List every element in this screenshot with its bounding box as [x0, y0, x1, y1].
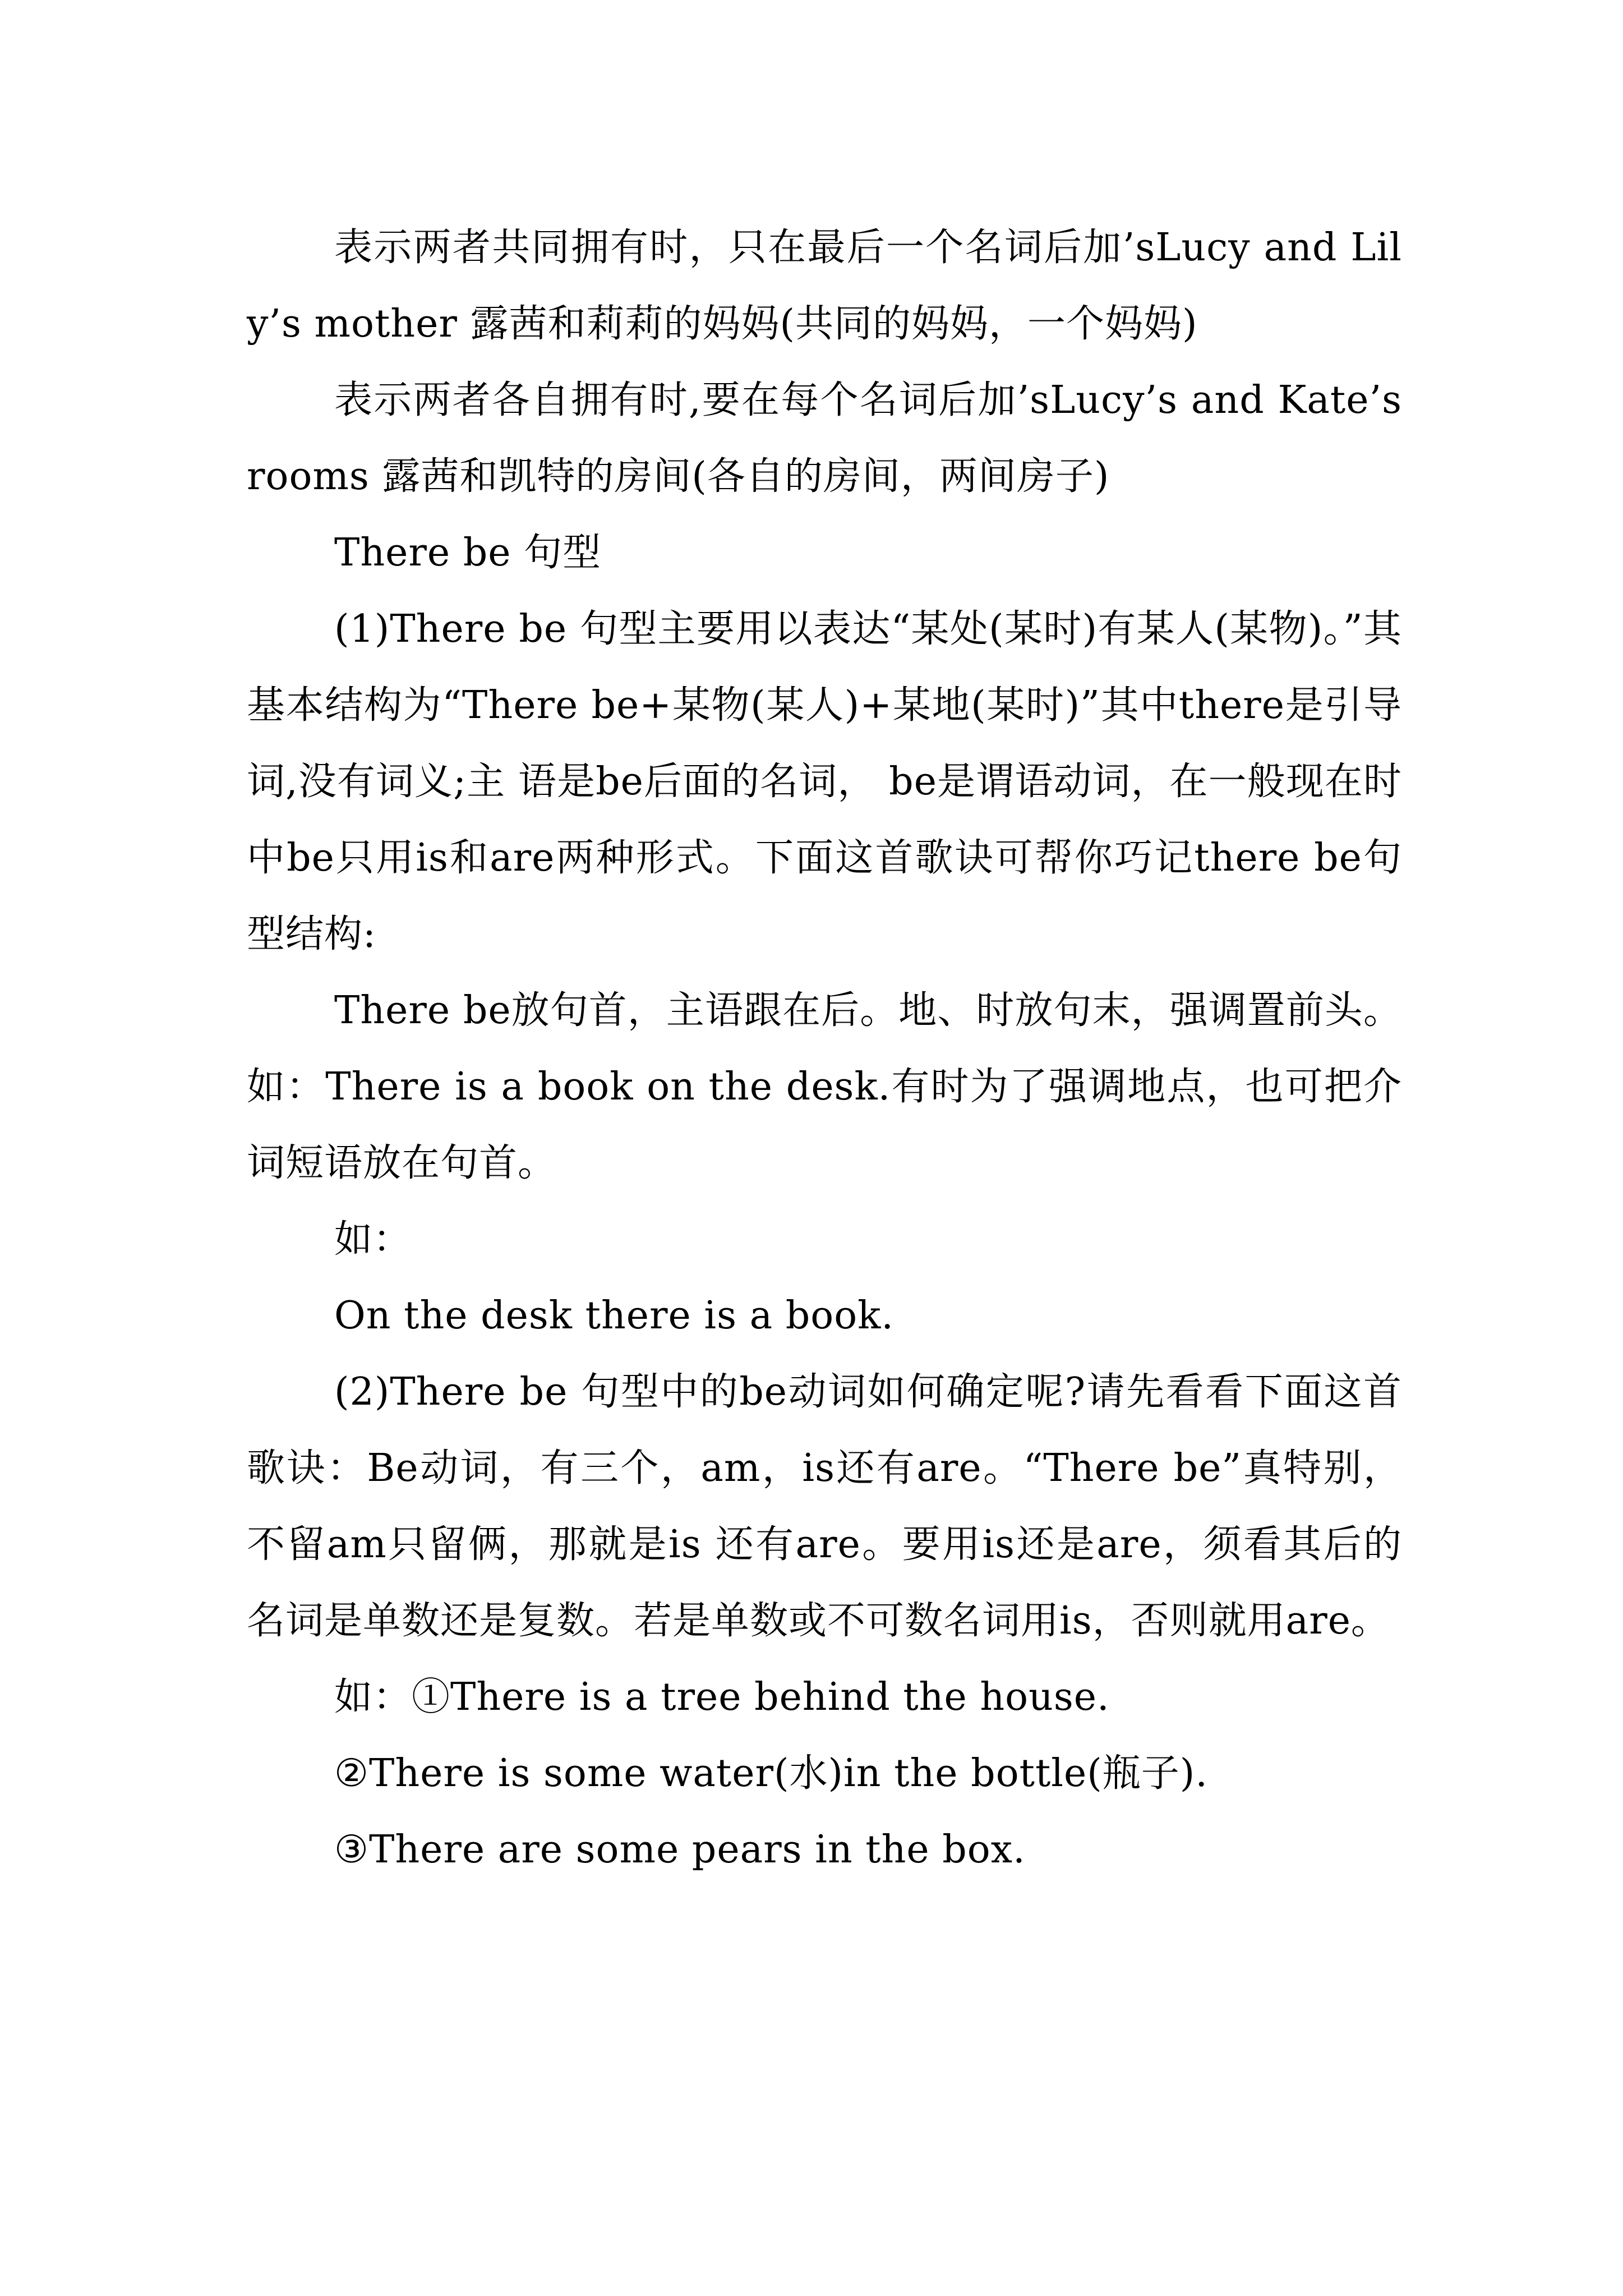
paragraph-there-be-rhyme: There be放句首，主语跟在后。地、时放句末，强调置前头。如：There is a book on the desk.有时为了强调地点，也可把介词短语放在句首。 [247, 988, 1402, 1185]
example-item-2: ②There is some water(水)in the bottle(瓶子). [334, 1751, 1208, 1796]
paragraph-possessive-shared: 表示两者共同拥有时，只在最后一个名词后加’sLucy and Lily’s mother 露茜和莉莉的妈妈(共同的妈妈，一个妈妈) [247, 226, 1402, 346]
paragraph-example-label: 如： [334, 1217, 412, 1262]
paragraph-example-sentence: On the desk there is a book. [334, 1294, 894, 1338]
paragraph-be-verb-rule: (2)There be 句型中的be动词如何确定呢?请先看看下面这首歌诀：Be动词，有三个，am，is还有are。“There be”真特别，不留am只留俩，那就是is 还有are。要用is还是are，须看其后的名词是单数还是复数。若是单数或不可数名词用is，否则就用are。 [247, 1370, 1402, 1643]
document-body [247, 210, 1402, 1888]
section-heading-there-be: There be 句型 [334, 531, 602, 575]
example-item-1: 如：①There is a tree behind the house. [334, 1675, 1110, 1719]
paragraph-there-be-structure: (1)There be 句型主要用以表达“某处(某时)有某人(某物)。”其基本结构为“There be+某物(某人)+某地(某时)”其中there是引导词,没有词义;主 语是be后面的名词， be是谓语动词，在一般现在时中be只用is和are两种形式。下面这首歌诀可帮你巧记there be句型结构: [247, 607, 1402, 956]
example-item-3: ③There are some pears in the box. [334, 1828, 1026, 1872]
paragraph-possessive-separate: 表示两者各自拥有时,要在每个名词后加’sLucy’s and Kate’s rooms 露茜和凯特的房间(各自的房间，两间房子) [247, 378, 1402, 499]
